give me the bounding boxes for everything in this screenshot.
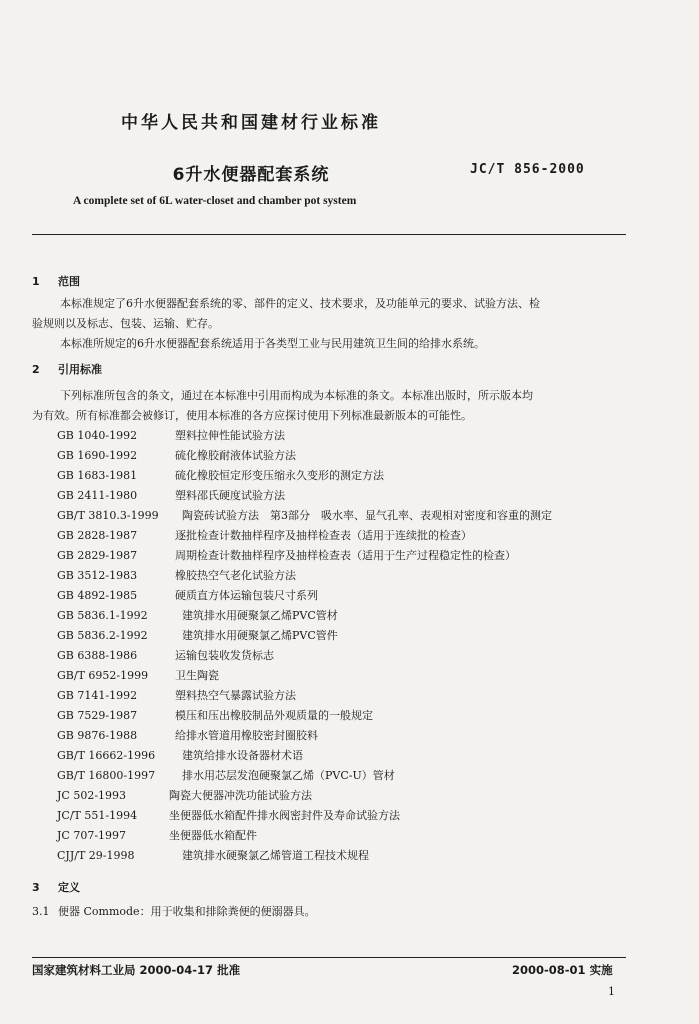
reference-title: 塑料邵氏硬度试验方法	[175, 489, 285, 502]
reference-code: GB 7141-1992	[57, 689, 138, 702]
reference-code: GB 7529-1987	[57, 709, 138, 722]
reference-code: GB 3512-1983	[57, 569, 138, 582]
reference-title: 运输包装收发货标志	[175, 649, 274, 662]
reference-title: 建筑排水用硬聚氯乙烯PVC管材	[182, 609, 338, 622]
reference-code: GB 2828-1987	[57, 529, 138, 542]
reference-title: 坐便器低水箱配件排水阀密封件及寿命试验方法	[169, 809, 400, 822]
reference-item	[32, 566, 632, 586]
reference-code: GB/T 6952-1999	[57, 669, 149, 682]
reference-item	[32, 426, 632, 446]
reference-code: CJJ/T 29-1998	[57, 849, 135, 862]
reference-item	[32, 686, 632, 706]
reference-code: GB 1683-1981	[57, 469, 138, 482]
reference-title: 模压和压出橡胶制品外观质量的一般规定	[175, 709, 373, 722]
reference-item	[32, 846, 632, 866]
reference-code: GB/T 16800-1997	[57, 769, 156, 782]
reference-item	[32, 666, 632, 686]
issuing-standard-category: 中华人民共和国建材行业标准	[121, 113, 381, 133]
reference-item	[32, 726, 632, 746]
reference-item	[32, 486, 632, 506]
reference-item	[32, 626, 632, 646]
reference-code: GB 2411-1980	[57, 489, 138, 502]
effective-date-line: 2000-08-01 实施	[512, 963, 613, 977]
references-intro-cont: 为有效。所有标准都会被修订，使用本标准的各方应探讨使用下列标准最新版本的可能性。	[32, 409, 472, 422]
reference-code: GB 9876-1988	[57, 729, 138, 742]
reference-title: 建筑给排水设备器材术语	[182, 749, 303, 762]
reference-title: 陶瓷大便器冲洗功能试验方法	[169, 789, 312, 802]
reference-item	[32, 446, 632, 466]
reference-item	[32, 646, 632, 666]
reference-title: 卫生陶瓷	[175, 669, 219, 682]
approval-line: 国家建筑材料工业局 2000-04-17 批准	[32, 963, 241, 977]
document-body	[32, 272, 632, 922]
reference-item	[32, 506, 632, 526]
reference-code: GB 2829-1987	[57, 549, 138, 562]
reference-item	[32, 466, 632, 486]
definition-text: 便器 Commode：用于收集和排除粪便的便溺器具。	[58, 905, 316, 918]
reference-title: 陶瓷砖试验方法 第3部分 吸水率、显气孔率、表观相对密度和容重的测定	[182, 509, 552, 522]
reference-title: 建筑排水硬聚氯乙烯管道工程技术规程	[182, 849, 369, 862]
section-3-heading	[32, 878, 632, 898]
document-title: 6升水便器配套系统	[172, 165, 330, 185]
section-title: 定义	[58, 881, 80, 894]
reference-code: GB/T 3810.3-1999	[57, 509, 159, 522]
reference-item	[32, 526, 632, 546]
section-title: 范围	[58, 275, 80, 288]
reference-code: GB 5836.1-1992	[57, 609, 148, 622]
reference-code: GB/T 16662-1996	[57, 749, 156, 762]
scope-paragraph-1: 本标准规定了6升水便器配套系统的零、部件的定义、技术要求，及功能单元的要求、试验方法、检	[60, 297, 540, 310]
section-1-heading	[32, 272, 632, 292]
reference-item	[32, 826, 632, 846]
definition-number: 3.1	[32, 905, 50, 918]
reference-title: 橡胶热空气老化试验方法	[175, 569, 296, 582]
section-number: 2	[32, 363, 40, 376]
reference-code: GB 1040-1992	[57, 429, 138, 442]
references-intro: 下列标准所包含的条文，通过在本标准中引用而构成为本标准的条文。本标准出版时，所示版本均	[60, 389, 533, 402]
reference-title: 逐批检查计数抽样程序及抽样检查表（适用于连续批的检查）	[175, 529, 472, 542]
reference-title: 硫化橡胶恒定形变压缩永久变形的测定方法	[175, 469, 384, 482]
reference-item	[32, 586, 632, 606]
reference-title: 建筑排水用硬聚氯乙烯PVC管件	[182, 629, 338, 642]
section-number: 3	[32, 881, 40, 894]
reference-code: GB 4892-1985	[57, 589, 138, 602]
reference-code: JC 502-1993	[57, 789, 127, 802]
reference-title: 周期检查计数抽样程序及抽样检查表（适用于生产过程稳定性的检查）	[175, 549, 516, 562]
scope-paragraph-2: 本标准所规定的6升水便器配套系统适用于各类型工业与民用建筑卫生间的给排水系统。	[60, 337, 485, 350]
english-title: A complete set of 6L water-closet and chamber pot system	[73, 195, 357, 207]
reference-title: 塑料拉伸性能试验方法	[175, 429, 285, 442]
standard-code: JC/T 856-2000	[470, 162, 585, 177]
scope-paragraph-1-cont: 验规则以及标志、包装、运输、贮存。	[32, 317, 219, 330]
reference-list	[32, 426, 632, 866]
header-divider	[32, 234, 626, 235]
reference-item	[32, 606, 632, 626]
reference-code: JC/T 551-1994	[57, 809, 138, 822]
reference-title: 坐便器低水箱配件	[169, 829, 257, 842]
reference-title: 给排水管道用橡胶密封圈胶料	[175, 729, 318, 742]
reference-item	[32, 806, 632, 826]
section-number: 1	[32, 275, 40, 288]
reference-code: JC 707-1997	[57, 829, 127, 842]
reference-title: 塑料热空气暴露试验方法	[175, 689, 296, 702]
reference-item	[32, 746, 632, 766]
section-2-heading	[32, 360, 632, 380]
reference-code: GB 1690-1992	[57, 449, 138, 462]
reference-title: 排水用芯层发泡硬聚氯乙烯（PVC-U）管材	[182, 769, 395, 782]
reference-item	[32, 706, 632, 726]
reference-title: 硫化橡胶耐液体试验方法	[175, 449, 296, 462]
reference-item	[32, 546, 632, 566]
reference-title: 硬质直方体运输包装尺寸系列	[175, 589, 318, 602]
reference-code: GB 6388-1986	[57, 649, 138, 662]
footer-divider	[32, 957, 626, 958]
page-number: 1	[608, 985, 615, 998]
reference-item	[32, 786, 632, 806]
reference-item	[32, 766, 632, 786]
reference-code: GB 5836.2-1992	[57, 629, 148, 642]
definition-3-1	[32, 902, 632, 922]
section-title: 引用标准	[58, 363, 102, 376]
